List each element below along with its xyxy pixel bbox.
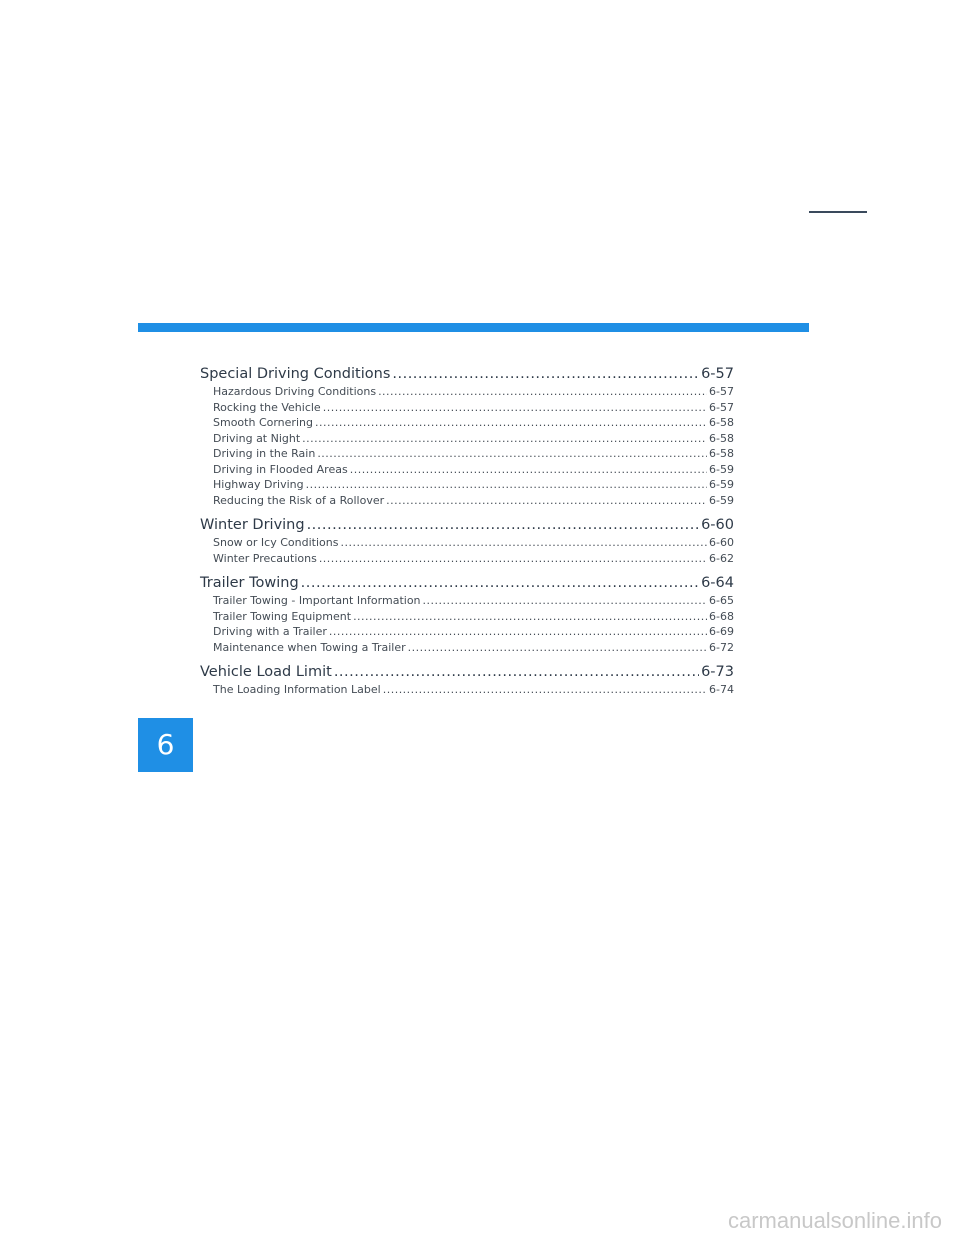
toc-entry[interactable] [200,446,734,462]
toc-page-number: 6-60 [709,536,734,549]
toc-entry-title: Driving at Night [213,431,301,445]
toc-entry[interactable] [200,593,734,609]
toc-section [200,515,734,566]
toc-section [200,364,734,508]
toc-entry[interactable] [200,384,734,400]
toc-page-number: 6-72 [709,640,734,654]
toc-entry-title: Reducing the Risk of a Rollover [213,493,385,507]
toc-entry-title: Maintenance when Towing a Trailer [213,640,406,654]
toc-section [200,662,734,698]
toc-entry-title: Snow or Icy Conditions [213,536,339,549]
toc-page-number: 6-58 [709,431,734,445]
dot-leader [315,415,707,431]
dot-leader [350,462,707,478]
toc-page-number: 6-57 [709,400,734,414]
toc-page-number: 6-58 [709,447,734,460]
dot-leader [301,573,699,593]
toc-page-number: 6-59 [709,478,734,491]
toc-section-heading[interactable] [200,662,734,682]
dot-leader [408,640,707,656]
toc-page-number: 6-64 [701,575,734,591]
toc-entry[interactable] [200,609,734,625]
dot-leader [307,515,700,535]
toc-entry[interactable] [200,640,734,656]
dot-leader [423,593,708,609]
dot-leader [386,493,707,509]
toc-entry-title: Smooth Cornering [213,416,313,429]
toc-entry[interactable] [200,477,734,493]
toc-entry-title: Driving in Flooded Areas [213,462,348,476]
top-corner-rule [809,211,867,213]
dot-leader [319,551,707,567]
toc-entry-title: Rocking the Vehicle [213,400,321,414]
dot-leader [340,535,707,551]
toc-entry-title: Driving with a Trailer [213,625,327,638]
toc-section [200,573,734,655]
dot-leader [334,662,699,682]
toc-section-title: Special Driving Conditions [200,366,391,382]
toc-entry[interactable] [200,682,734,698]
dot-leader [392,364,699,384]
toc-entry[interactable] [200,462,734,478]
dot-leader [323,400,707,416]
toc-entry-title: Trailer Towing - Important Information [213,594,421,607]
toc-page-number: 6-73 [701,664,734,680]
table-of-contents [200,364,734,705]
dot-leader [378,384,707,400]
toc-page-number: 6-60 [701,517,734,533]
toc-page-number: 6-59 [709,493,734,507]
toc-entry[interactable] [200,431,734,447]
toc-section-heading[interactable] [200,364,734,384]
dot-leader [383,682,707,698]
dot-leader [302,431,707,447]
toc-page-number: 6-65 [709,594,734,607]
toc-entry-title: Hazardous Driving Conditions [213,385,377,398]
toc-page-number: 6-74 [709,683,734,696]
toc-entry[interactable] [200,624,734,640]
toc-section-title: Trailer Towing [200,575,299,591]
toc-page-number: 6-57 [701,366,734,382]
dot-leader [306,477,707,493]
toc-entry-title: Highway Driving [213,478,304,491]
toc-entry[interactable] [200,400,734,416]
toc-page-number: 6-69 [709,625,734,638]
chapter-header-bar [138,323,809,332]
dot-leader [329,624,707,640]
toc-section-title: Vehicle Load Limit [200,664,332,680]
dot-leader [317,446,707,462]
toc-entry[interactable] [200,535,734,551]
toc-entry-title: Trailer Towing Equipment [213,609,352,623]
chapter-number-tab: 6 [138,718,193,772]
toc-entry[interactable] [200,493,734,509]
toc-page-number: 6-57 [709,385,734,398]
dot-leader [353,609,707,625]
toc-section-title: Winter Driving [200,517,305,533]
toc-entry[interactable] [200,551,734,567]
toc-entry[interactable] [200,415,734,431]
toc-entry-title: The Loading Information Label [213,683,381,696]
toc-entry-title: Driving in the Rain [213,447,316,460]
toc-page-number: 6-59 [709,462,734,476]
toc-section-heading[interactable] [200,573,734,593]
toc-page-number: 6-68 [709,609,734,623]
toc-page-number: 6-58 [709,416,734,429]
site-watermark: carmanualsonline.info [727,1208,942,1233]
toc-page-number: 6-62 [709,551,734,565]
toc-entry-title: Winter Precautions [213,551,317,565]
toc-section-heading[interactable] [200,515,734,535]
